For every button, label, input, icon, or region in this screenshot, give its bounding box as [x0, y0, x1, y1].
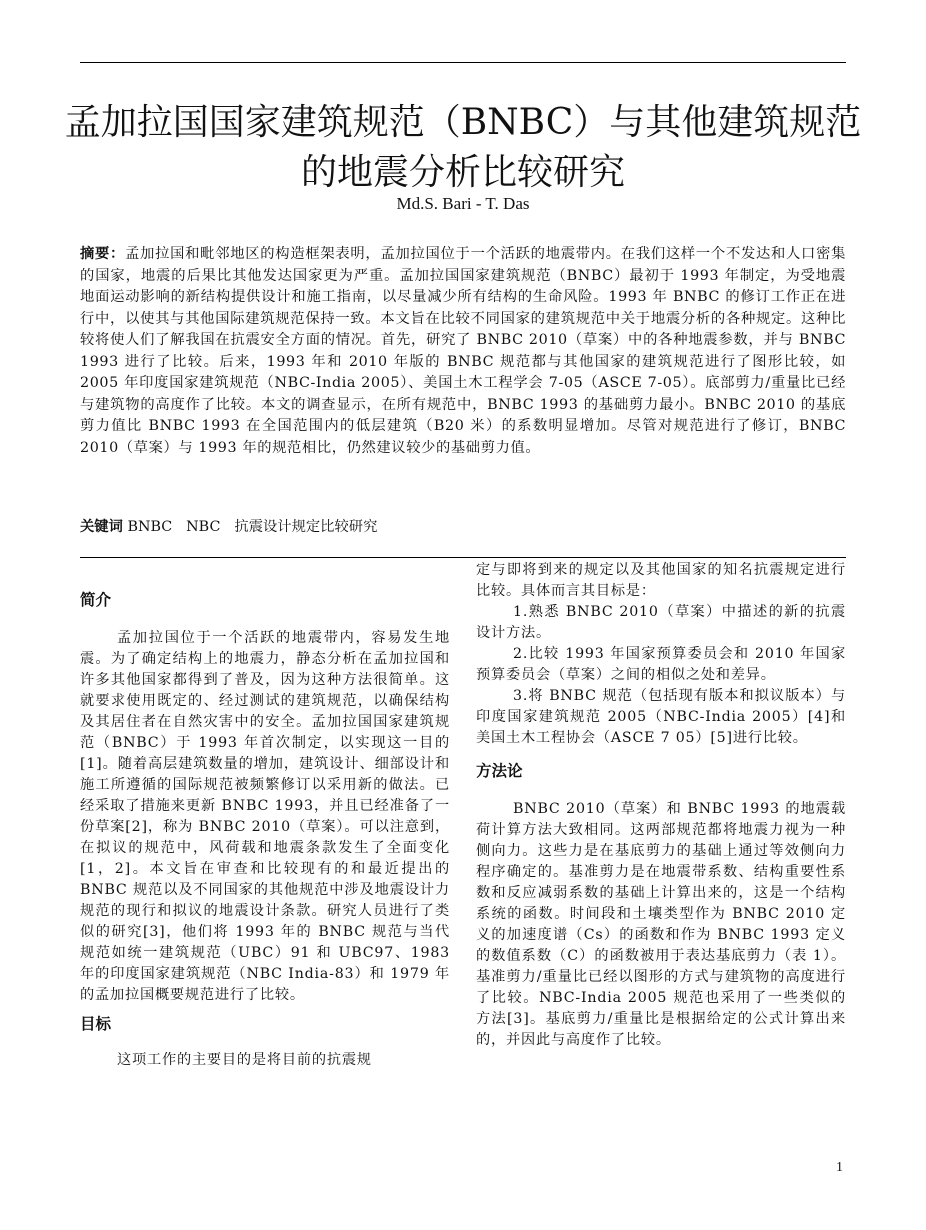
title-line-2: 的地震分析比较研究: [300, 152, 625, 193]
authors: Md.S. Bari - T. Das: [396, 194, 530, 213]
keyword: 抗震设计规定比较研究: [234, 519, 378, 535]
methodology-heading: 方法论: [476, 762, 523, 780]
left-column: [80, 588, 450, 1071]
title-line-1: 孟加拉国国家建筑规范（BNBC）与其他建筑规范: [64, 102, 862, 143]
keyword: NBC: [186, 519, 221, 535]
right-column: [476, 560, 846, 1051]
section-rule: [80, 557, 846, 558]
top-rule: [80, 62, 846, 63]
intro-heading: 简介: [80, 591, 112, 609]
paper-title: [60, 98, 866, 198]
abstract-text: 孟加拉国和毗邻地区的构造框架表明，孟加拉国位于一个活跃的地震带内。在我们这样一个不发达和人口密集的国家，地震的后果比其他发达国家更为严重。孟加拉国国家建筑规范（BNBC）最初于 1993 年制定，为受地震地面运动影响的新结构提供设计和施工指南，以尽量减少所有结构的生命风险。1993 年 BNBC 的修订工作正在进行中，以使其与其他国际建筑规范保持一致。本文旨在比较不同国家的建筑规范中关于地震分析的各种规定。这种比较将使人们了解我国在抗震安全方面的情况。首先，研究了 BNBC 2010（草案）中的各种地震参数，并与 BNBC 1993 进行了比较。后来，1993 年和 2010 年版的 BNBC 规范都与其他国家的建筑规范进行了图形比较，如 2005 年印度国家建筑规范（NBC-India 2005）、美国土木工程学会 7-05（ASCE 7-05）。底部剪力/重量比已经与建筑物的高度作了比较。本文的调查显示，在所有规范中，BNBC 1993 的基础剪力最小。BNBC 2010 的基底剪力值比 BNBC 1993 在全国范围内的低层建筑（B20 米）的系数明显增加。尽管对规范进行了修订，BNBC 2010（草案）与 1993 年的规范相比，仍然建议较少的基础剪力值。: [80, 246, 846, 456]
keywords: [80, 516, 846, 538]
keywords-label: 关键词: [80, 519, 123, 535]
abstract: [80, 244, 846, 459]
page-number: 1: [836, 1160, 843, 1175]
intro-paragraph: 孟加拉国位于一个活跃的地震带内，容易发生地震。为了确定结构上的地震力，静态分析在孟加拉国和许多其他国家都得到了普及，因为这种方法很简单。这就要求使用既定的、经过测试的建筑规范，以确保结构及其居住者在自然灾害中的安全。孟加拉国国家建筑规范（BNBC）于 1993 年首次制定，以实现这一目的[1]。随着高层建筑数量的增加，建筑设计、细部设计和施工所遵循的国际规范被频繁修订以采用新的做法。已经采取了措施来更新 BNBC 1993，并且已经准备了一份草案[2]，称为 BNBC 2010（草案）。可以注意到，在拟议的规范中，风荷载和地震条款发生了全面变化[1，2]。本文旨在审查和比较现有的和最近提出的 BNBC 规范以及不同国家的其他规范中涉及地震设计力规范的现行和拟议的地震设计条款。研究人员进行了类似的研究[3]，他们将 1993 年的 BNBC 规范与当代规范如统一建筑规范（UBC）91 和 UBC97、1983 年的印度国家建筑规范（NBC India-83）和 1979 年的孟加拉国概要规范进行了比较。: [80, 630, 450, 1003]
objective-item: 2.比较 1993 年国家预算委员会和 2010 年国家预算委员会（草案）之间的相似之处和差异。: [476, 646, 846, 683]
objective-item: 3.将 BNBC 规范（包括现有版本和拟议版本）与印度国家建筑规范 2005（NBC-India 2005）[4]和美国土木工程协会（ASCE 7 05）[5]进行比较。: [476, 688, 846, 746]
keyword: BNBC: [127, 519, 173, 535]
abstract-label: 摘要：: [80, 246, 126, 262]
objectives-paragraph-cont: 定与即将到来的规定以及其他国家的知名抗震规定进行比较。具体而言其目标是：: [476, 562, 846, 599]
objective-item: 1.熟悉 BNBC 2010（草案）中描述的新的抗震设计方法。: [476, 604, 846, 641]
objectives-paragraph-start: 这项工作的主要目的是将目前的抗震规: [117, 1052, 372, 1068]
methodology-paragraph: BNBC 2010（草案）和 BNBC 1993 的地震载荷计算方法大致相同。这两部规范都将地震力视为一种侧向力。这些力是在基底剪力的基础上通过等效侧向力程序确定的。基准剪力是在地震带系数、结构重要性系数和反应减弱系数的基础上计算出来的，这是一个结构系统的函数。时间段和土壤类型作为 BNBC 2010 定义的加速度谱（Cs）的函数和作为 BNBC 1993 定义的数值系数（C）的函数被用于表达基底剪力（表 1）。基准剪力/重量比已经以图形的方式与建筑物的高度进行了比较。NBC-India 2005 规范也采用了一些类似的方法[3]。基底剪力/重量比是根据给定的公式计算出来的，并因此与高度作了比较。: [476, 801, 846, 1048]
objectives-heading: 目标: [80, 1015, 112, 1033]
